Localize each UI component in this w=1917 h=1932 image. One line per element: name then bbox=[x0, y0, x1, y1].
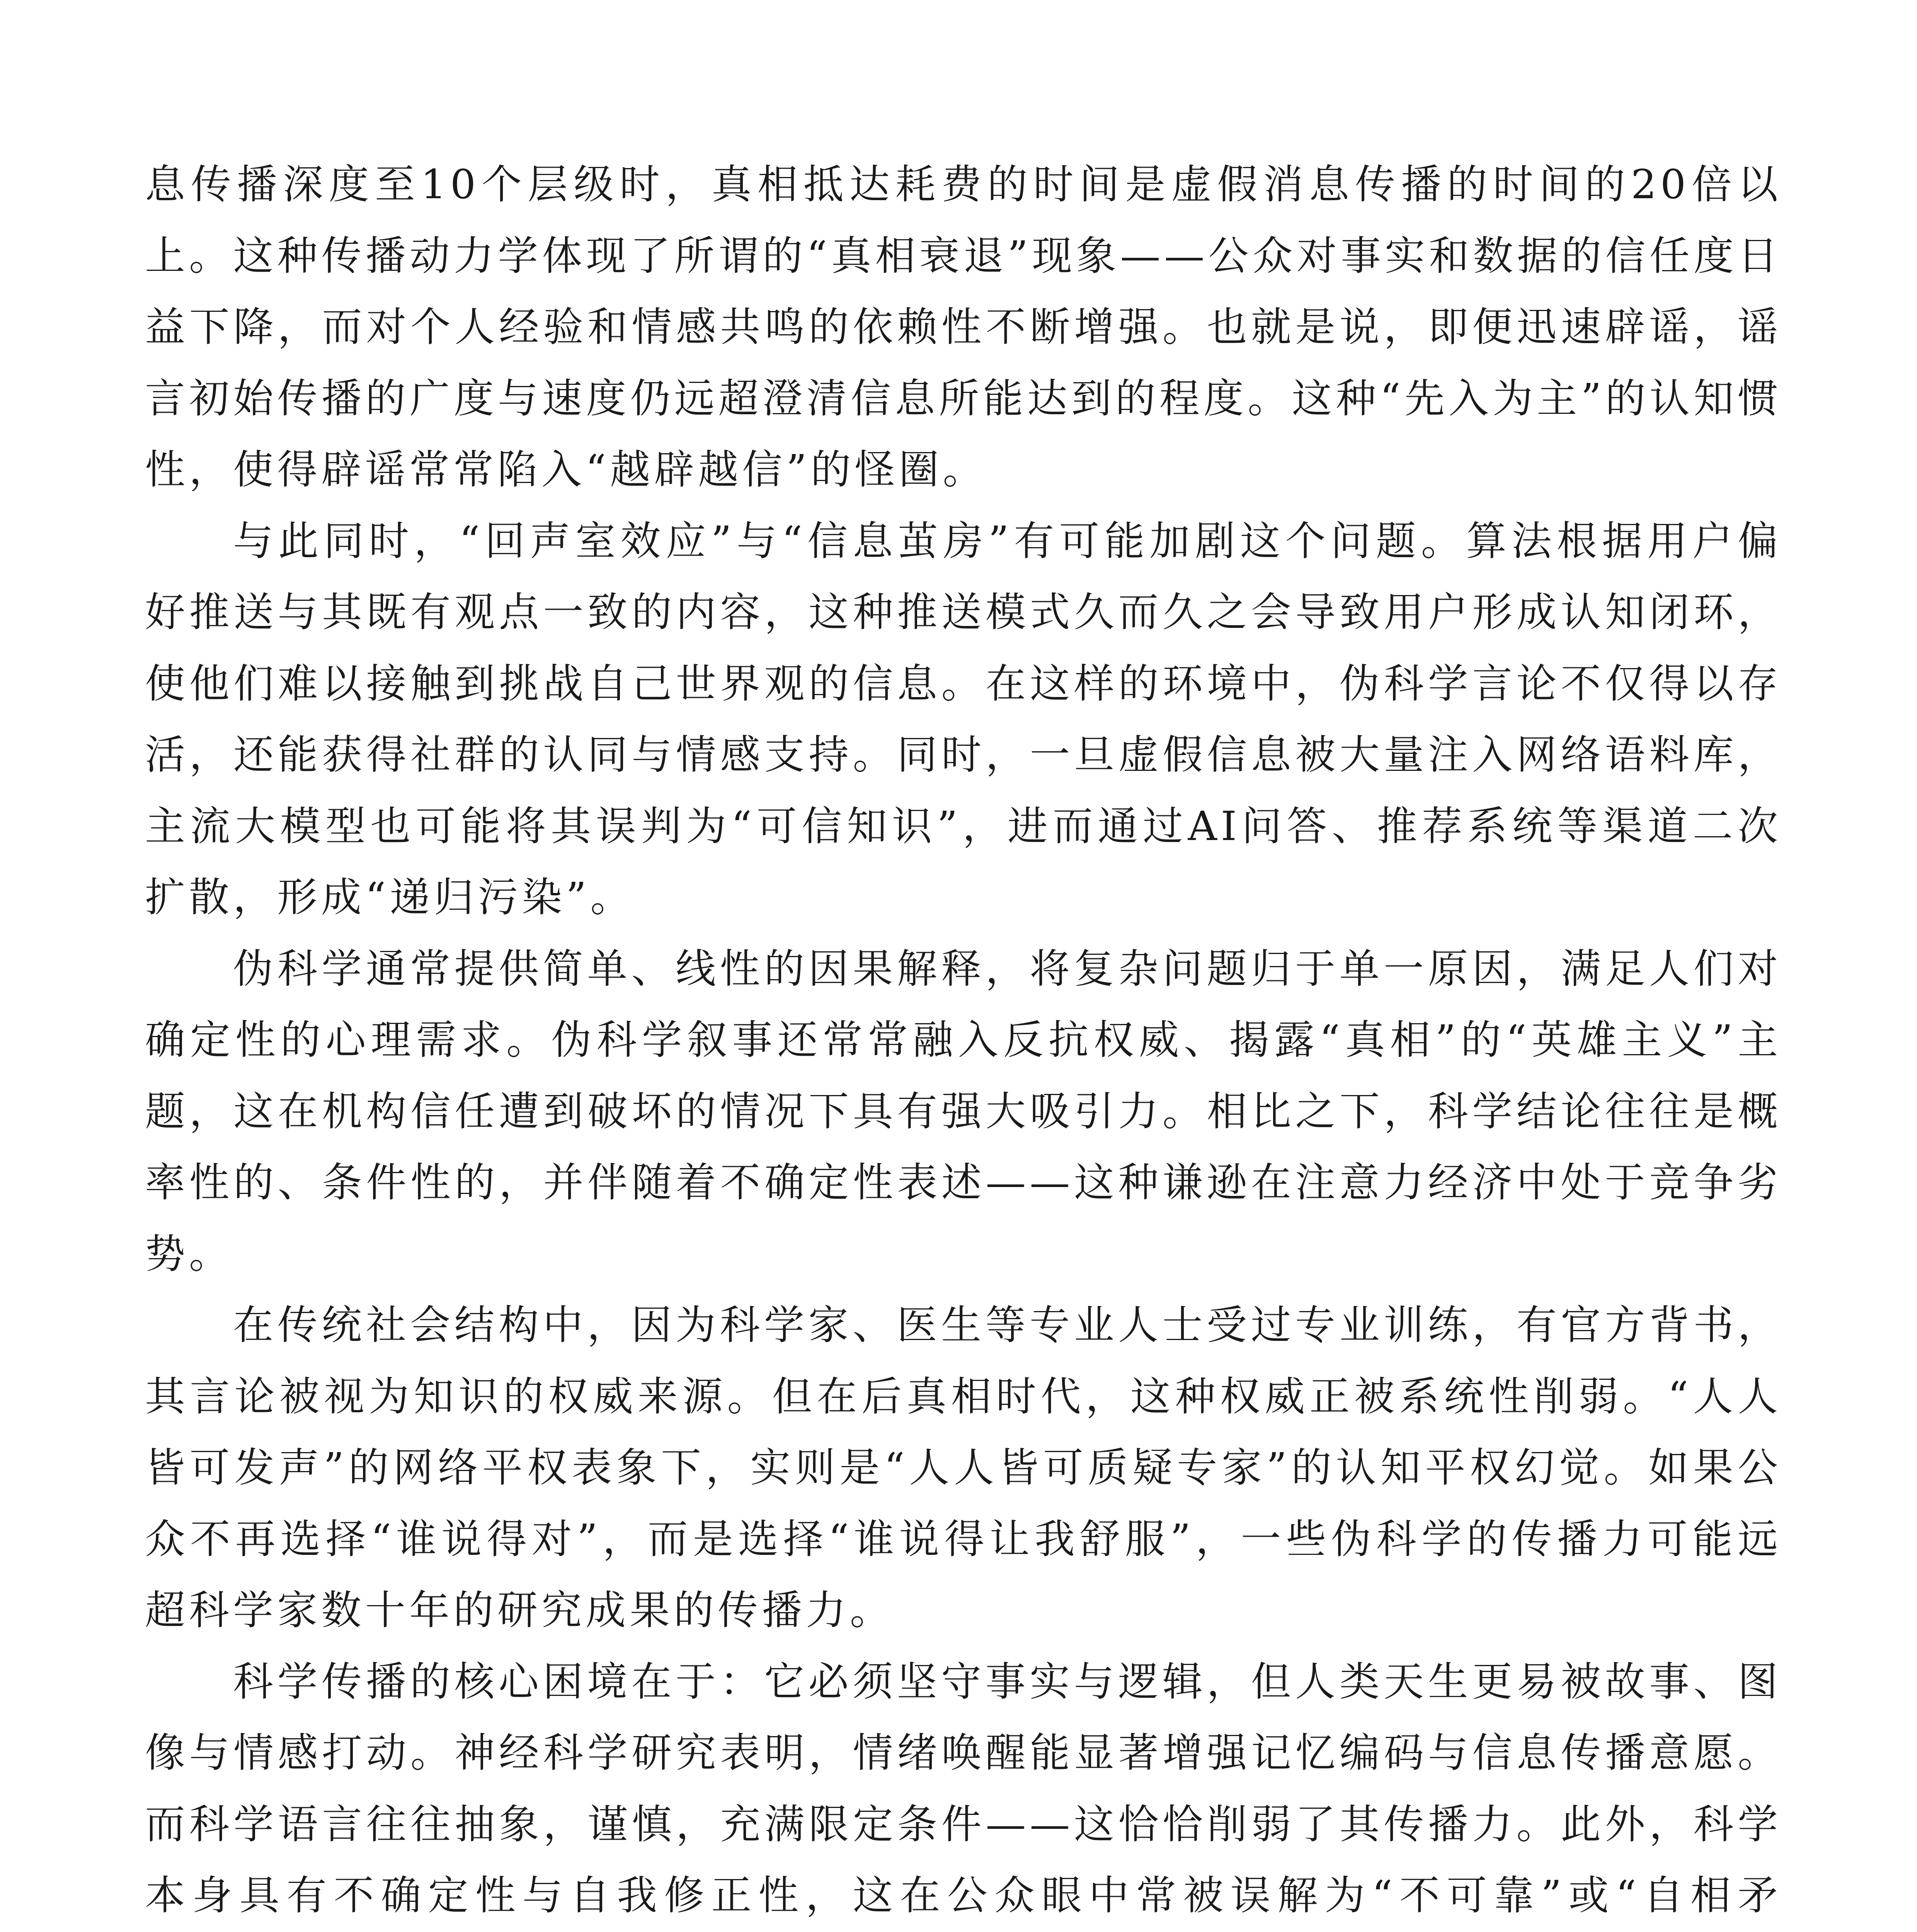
paragraph-1: 息传播深度至10个层级时，真相抵达耗费的时间是虚假消息传播的时间的20倍以上。这种传播动力学体现了所谓的“真相衰退”现象——公众对事实和数据的信任度日益下降，而对个人经验和情感共鸣的依赖性不断增强。也就是说，即便迅速辟谣，谣言初始传播的广度与速度仍远超澄清信息所能达到的程度。这种“先入为主”的认知惯性，使得辟谣常常陷入“越辟越信”的怪圈。 bbox=[145, 161, 1782, 493]
paragraph-5: 科学传播的核心困境在于：它必须坚守事实与逻辑，但人类天生更易被故事、图像与情感打动。神经科学研究表明，情绪唤醒能显著增强记忆编码与信息传播意愿。而科学语言往往抽象，谨慎，充满限定条件——这恰恰削弱了其传播力。此外，科学本身具有不确定性与自我修正性，这在公众眼中常被误解为“不可靠”或“自相矛 bbox=[145, 1658, 1782, 1919]
article-body bbox=[145, 149, 1782, 1932]
paragraph-2: 与此同时，“回声室效应”与“信息茧房”有可能加剧这个问题。算法根据用户偏好推送与其既有观点一致的内容，这种推送模式久而久之会导致用户形成认知闭环，使他们难以接触到挑战自己世界观的信息。在这样的环境中，伪科学言论不仅得以存活，还能获得社群的认同与情感支持。同时，一旦虚假信息被大量注入网络语料库，主流大模型也可能将其误判为“可信知识”，进而通过AI问答、推荐系统等渠道二次扩散，形成“递归污染”。 bbox=[145, 517, 1782, 921]
paragraph-3: 伪科学通常提供简单、线性的因果解释，将复杂问题归于单一原因，满足人们对确定性的心理需求。伪科学叙事还常常融入反抗权威、揭露“真相”的“英雄主义”主题，这在机构信任遭到破坏的情况下具有强大吸引力。相比之下，科学结论往往是概率性的、条件性的，并伴随着不确定性表述——这种谦逊在注意力经济中处于竞争劣势。 bbox=[145, 945, 1782, 1277]
paragraph-4: 在传统社会结构中，因为科学家、医生等专业人士受过专业训练，有官方背书，其言论被视为知识的权威来源。但在后真相时代，这种权威正被系统性削弱。“人人皆可发声”的网络平权表象下，实则是“人人皆可质疑专家”的认知平权幻觉。如果公众不再选择“谁说得对”，而是选择“谁说得让我舒服”，一些伪科学的传播力可能远超科学家数十年的研究成果的传播力。 bbox=[145, 1301, 1782, 1634]
